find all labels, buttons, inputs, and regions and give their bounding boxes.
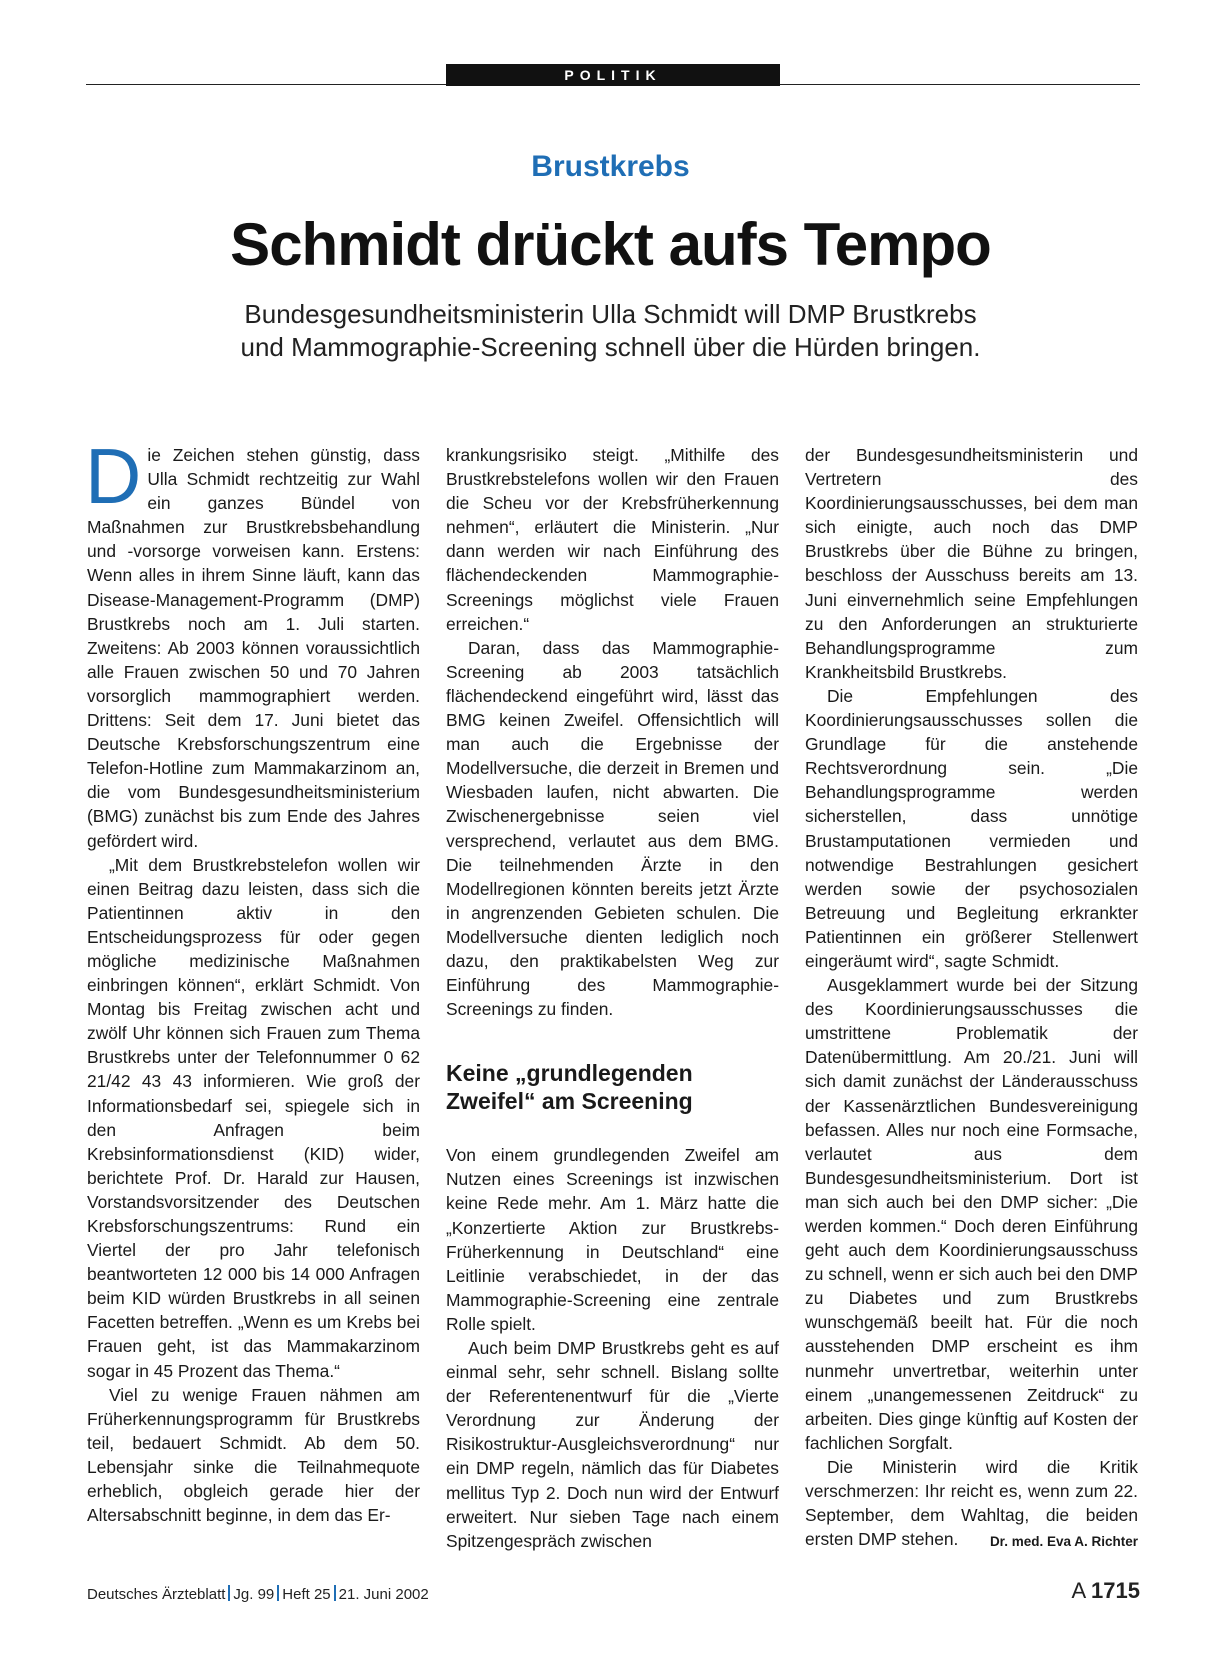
article-headline: Schmidt drückt aufs Tempo: [230, 211, 991, 278]
page-number-value: 1715: [1091, 1578, 1140, 1603]
paragraph: der Bundesgesundheitsministerin und Vertretern des Koordinierungsausschusses, bei dem man sich einigte, auch noch das DMP Brustkrebs über die Bühne zu bringen, beschloss der Ausschuss bereits am 13. Juni einvernehmlich seine Empfehlungen zu den Anforderungen an strukturierte Behandlungsprogramme zum Krankheitsbild Brustkrebs.: [805, 445, 1138, 682]
page-number: [1071, 1578, 1140, 1604]
issue: Heft 25: [282, 1586, 331, 1603]
paragraph-text: ie Zeichen stehen günstig, dass Ulla Schmidt rechtzeitig zur Wahl ein ganzes Bündel von Maßnahmen zur Brustkrebsbehandlung und -vorsorge vorweisen kann. Erstens: Wenn alles in ihrem Sinne läuft, kann das Disease-Management-Programm (DMP) Brustkrebs noch am 1. Juli starten. Zweitens: Ab 2003 können voraussichtlich alle Frauen zwischen 50 und 70 Jahren vorsorglich mammographiert werden. Drittens: Seit dem 17. Juni bietet das Deutsche Krebsforschungszentrum eine Telefon-Hotline zum Mammakarzinom an, die vom Bundesgesundheitsministerium (BMG) zunächst bis zum Ende des Jahres gefördert wird.: [87, 445, 420, 851]
paragraph: Ausgeklammert wurde bei der Sitzung des Koordinierungsausschusses die umstrittene Problematik der Datenübermittlung. Am 20./21. Juni will sich damit zunächst der Länderausschuss der Kassenärztlichen Bundesvereinigung befassen. Alles nur noch eine Formsache, verlautet aus dem Bundesgesundheitsministerium. Dort ist man sich auch bei den DMP sicher: „Die werden kommen.“ Doch deren Einführung geht auch dem Koordinierungsausschuss zu schnell, wenn er sich auch bei den DMP zu Diabetes und zum Brustkrebs wunschgemäß beeilt hat. Für die noch ausstehenden DMP erscheint es ihm nunmehr unvertretbar, weiterhin unter einem „unangemessenen Zeitdruck“ zu arbeiten. Dies ginge künftig auf Kosten der fachlichen Sorgfalt.: [805, 975, 1138, 1453]
separator: [334, 1585, 336, 1601]
article-deck: Bundesgesundheitsministerin Ulla Schmidt will DMP Brustkrebs und Mammographie-Screening schnell über die Hürden bringen.: [240, 299, 981, 362]
paragraph-text: Die Ministerin wird die Kritik verschmerzen: Ihr reicht es, wenn zum 22. September, dem Wahltag, die beiden ersten DMP stehen.: [805, 1456, 1138, 1550]
paragraph: Viel zu wenige Frauen nähmen am Früherkennungsprogramm für Brustkrebs teil, bedauert Schmidt. Ab dem 50. Lebensjahr sinke die Teilnahmequote erheblich, obgleich gerade hier der Altersabschnitt beginne, in dem das Er-: [87, 1384, 420, 1526]
paragraph: Daran, dass das Mammographie-Screening ab 2003 tatsächlich flächendeckend eingeführt wird, lässt das BMG keinen Zweifel. Offensichtlich will man auch die Ergebnisse der Modellversuche, die derzeit in Bremen und Wiesbaden laufen, nicht abwarten. Die Zwischenergebnisse seien viel versprechend, verlautet aus dem BMG. Die teilnehmenden Ärzte in den Modellregionen könnten bereits jetzt Ärzte in angrenzenden Gebieten schulen. Die Modellversuche dienten lediglich noch dazu, den praktikabelsten Weg zur Einführung des Mammographie-Screenings zu finden.: [446, 637, 779, 1020]
subheading: Keine „grundlegenden Zweifel“ am Screening: [446, 1060, 693, 1115]
section-label: POLITIK: [446, 64, 780, 86]
paragraph: Von einem grundlegenden Zweifel am Nutzen eines Screenings ist inzwischen keine Rede mehr. Am 1. März hatte die „Konzertierte Aktion zur Brustkrebs-Früherkennung in Deutschland“ eine Leitlinie verabschiedet, in der das Mammographie-Screening eine zentrale Rolle spielt.: [446, 1145, 779, 1334]
page-prefix: A: [1071, 1578, 1085, 1603]
author-byline: Dr. med. Eva A. Richter: [989, 1534, 1138, 1550]
column-1: [85, 432, 420, 1527]
journal-name: Deutsches Ärzteblatt: [87, 1586, 226, 1603]
paragraph: Die Empfehlungen des Koordinierungsausschusses sollen die Grundlage für die anstehende Rechtsverordnung sein. „Die Behandlungsprogramme werden sicherstellen, dass unnötige Brustamputationen vermieden und notwendige Bestrahlungen gesichert werden sowie der psychosozialen Betreuung und Begleitung erkrankter Patientinnen ein größerer Stellenwert eingeräumt wird“, sagte Schmidt.: [805, 685, 1138, 971]
separator: [228, 1585, 230, 1601]
issue-date: 21. Juni 2002: [338, 1586, 429, 1603]
article-kicker: Brustkrebs: [531, 150, 690, 183]
volume: Jg. 99: [233, 1586, 275, 1603]
column-2: [446, 443, 779, 1553]
paragraph: krankungsrisiko steigt. „Mithilfe des Brustkrebstelefons wollen wir den Frauen die Scheu vor der Krebsfrüherkennung nehmen“, erläutert die Ministerin. „Nur dann werden wir nach Einführung des flächendeckenden Mammographie-Screenings möglichst viele Frauen erreichen.“: [446, 445, 779, 634]
paragraph: „Mit dem Brustkrebstelefon wollen wir einen Beitrag dazu leisten, dass sich die Patientinnen aktiv in den Entscheidungsprozess für oder gegen mögliche medizinische Maßnahmen einbringen können“, erklärt Schmidt. Von Montag bis Freitag zwischen acht und zwölf Uhr können sich Frauen zum Thema Brustkrebs unter der Telefonnummer 0 62 21/42 43 43 informieren. Wie groß der Informationsbedarf sei, spiegele sich in den Anfragen beim Krebsinformationsdienst (KID) wider, berichtete Prof. Dr. Harald zur Hausen, Vorstandsvorsitzender des Deutschen Krebsforschungszentrums: Rund ein Viertel der pro Jahr telefonisch beantworteten 12 000 bis 14 000 Anfragen beim KID würden Brustkrebs in all seinen Facetten betreffen. „Wenn es um Krebs bei Frauen geht, ist das Mammakarzinom sogar in 45 Prozent das Thema.“: [87, 854, 420, 1381]
paragraph: [805, 1455, 1138, 1551]
column-3: [805, 443, 1138, 1554]
footer-citation: [87, 1585, 429, 1603]
separator: [277, 1585, 279, 1601]
paragraph: [85, 432, 420, 853]
paragraph: Auch beim DMP Brustkrebs geht es auf einmal sehr, sehr schnell. Bislang sollte der Referentenentwurf für die „Vierte Verordnung zur Änderung der Risikostruktur-Ausgleichsverordnung“ nur ein DMP regeln, nämlich das für Diabetes mellitus Typ 2. Doch nun wird der Entwurf erweitert. Nur sieben Tage nach einem Spitzengespräch zwischen: [446, 1338, 779, 1551]
drop-cap: D: [85, 432, 142, 520]
